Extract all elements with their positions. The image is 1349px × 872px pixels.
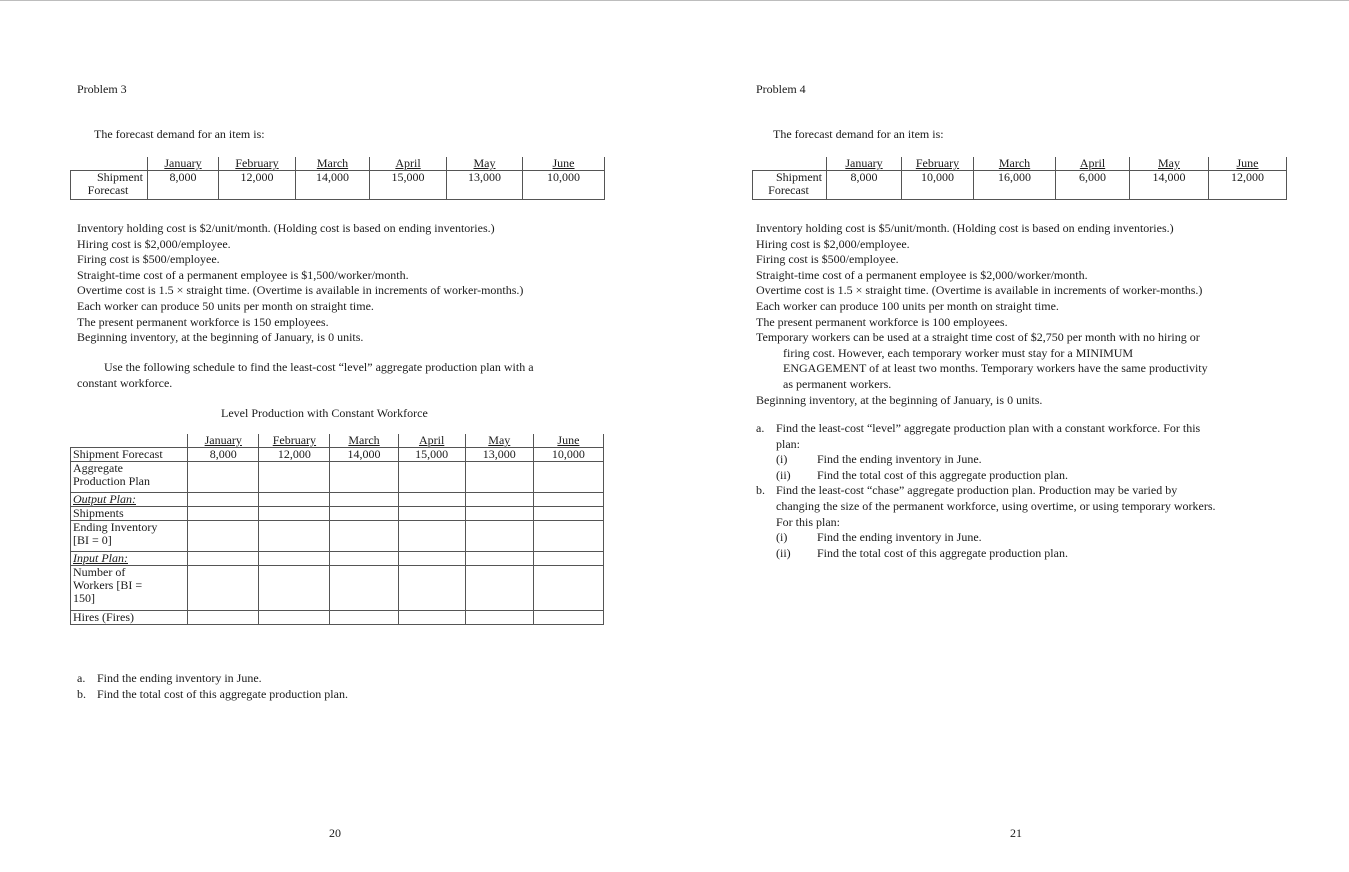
condition-line: Hiring cost is $2,000/employee. xyxy=(756,236,910,251)
blank-cell[interactable] xyxy=(188,611,259,625)
blank-cell[interactable] xyxy=(533,611,603,625)
table-header-row xyxy=(71,434,604,448)
blank-cell[interactable] xyxy=(533,521,603,552)
problem-3-title: Problem 3 xyxy=(77,82,127,96)
month-header: February xyxy=(219,157,296,171)
blank-cell[interactable] xyxy=(330,462,398,493)
problem-3-forecast-table xyxy=(70,157,605,200)
row-label-aggregate-plan: Aggregate Production Plan xyxy=(71,462,188,493)
blank-cell[interactable] xyxy=(188,507,259,521)
month-header: April xyxy=(1056,157,1130,171)
question-b: b. Find the least-cost “chase” aggregate production plan. Production may be varied by xyxy=(756,483,1178,498)
table-row xyxy=(71,448,604,462)
blank-cell[interactable] xyxy=(533,552,603,566)
row-label-number-of-workers: Number of Workers [BI = 150] xyxy=(71,566,188,611)
month-header: May xyxy=(1130,157,1209,171)
forecast-value: 15,000 xyxy=(370,171,447,200)
blank-cell[interactable] xyxy=(330,507,398,521)
page-right xyxy=(676,0,1349,872)
row-label-input-plan: Input Plan: xyxy=(71,552,188,566)
blank-cell[interactable] xyxy=(398,462,465,493)
condition-line: Firing cost is $500/employee. xyxy=(77,252,220,267)
blank-cell[interactable] xyxy=(398,493,465,507)
question-a-continuation: plan: xyxy=(776,436,800,451)
forecast-value: 13,000 xyxy=(447,171,523,200)
blank-cell[interactable] xyxy=(465,462,533,493)
blank-cell[interactable] xyxy=(188,552,259,566)
forecast-value: 10,000 xyxy=(523,171,605,200)
month-header: May xyxy=(465,434,533,448)
forecast-value: 14,000 xyxy=(296,171,370,200)
blank-cell[interactable] xyxy=(188,566,259,611)
condition-line: Inventory holding cost is $5/unit/month. (Holding cost is based on ending inventories.) xyxy=(756,221,1174,235)
condition-line: Beginning inventory, at the beginning of January, is 0 units. xyxy=(77,330,364,345)
blank-cell[interactable] xyxy=(330,521,398,552)
problem-4-conditions xyxy=(756,221,1208,408)
forecast-value: 8,000 xyxy=(188,448,259,462)
question-a: a. Find the least-cost “level” aggregate production plan with a constant workforce. For this xyxy=(756,421,1201,435)
forecast-value: 12,000 xyxy=(219,171,296,200)
level-production-title: Level Production with Constant Workforce xyxy=(221,406,428,420)
row-label-hires-fires: Hires (Fires) xyxy=(71,611,188,625)
condition-continuation: as permanent workers. xyxy=(783,376,892,391)
blank-cell[interactable] xyxy=(398,552,465,566)
blank-cell[interactable] xyxy=(259,507,330,521)
forecast-value: 10,000 xyxy=(902,171,974,200)
blank-cell[interactable] xyxy=(259,566,330,611)
blank-cell[interactable] xyxy=(259,552,330,566)
blank-cell[interactable] xyxy=(188,462,259,493)
month-header: June xyxy=(523,157,605,171)
row-label-shipments: Shipments xyxy=(71,507,188,521)
month-header: June xyxy=(1209,157,1287,171)
page-number: 21 xyxy=(1010,826,1022,840)
condition-line: Temporary workers can be used at a straight time cost of $2,750 per month with no hiring or xyxy=(756,330,1200,345)
level-production-table xyxy=(70,434,604,625)
blank-cell[interactable] xyxy=(533,493,603,507)
month-header: February xyxy=(259,434,330,448)
blank-cell[interactable] xyxy=(398,507,465,521)
blank-cell[interactable] xyxy=(465,566,533,611)
schedule-instructions: Use the following schedule to find the least-cost “level” aggregate production plan with a constant workforce. xyxy=(77,360,534,390)
month-header: January xyxy=(827,157,902,171)
problem-4-intro: The forecast demand for an item is: xyxy=(773,127,944,141)
blank-cell[interactable] xyxy=(398,611,465,625)
month-header: January xyxy=(148,157,219,171)
month-header: April xyxy=(370,157,447,171)
blank-cell[interactable] xyxy=(533,566,603,611)
blank-cell[interactable] xyxy=(188,521,259,552)
blank-cell[interactable] xyxy=(465,611,533,625)
blank-cell[interactable] xyxy=(398,566,465,611)
page-left xyxy=(0,0,674,872)
blank-cell[interactable] xyxy=(330,566,398,611)
page-number: 20 xyxy=(329,826,341,840)
month-header: March xyxy=(974,157,1056,171)
forecast-value: 14,000 xyxy=(1130,171,1209,200)
table-row xyxy=(71,462,604,493)
condition-line: Inventory holding cost is $2/unit/month. (Holding cost is based on ending inventories.) xyxy=(77,221,495,235)
sub-question: (i) Find the ending inventory in June. xyxy=(776,452,982,467)
blank-cell[interactable] xyxy=(259,521,330,552)
row-label-shipment-forecast: Shipment Forecast xyxy=(71,171,148,200)
condition-line: Firing cost is $500/employee. xyxy=(756,252,899,267)
blank-cell[interactable] xyxy=(330,493,398,507)
month-header: May xyxy=(447,157,523,171)
forecast-value: 15,000 xyxy=(398,448,465,462)
condition-line: Hiring cost is $2,000/employee. xyxy=(77,236,231,251)
question-b-continuation: For this plan: xyxy=(776,514,841,529)
month-header: January xyxy=(188,434,259,448)
month-header: March xyxy=(330,434,398,448)
problem-4-questions xyxy=(756,421,1216,561)
blank-cell[interactable] xyxy=(533,507,603,521)
table-row xyxy=(71,171,605,200)
row-label-shipment-forecast: Shipment Forecast xyxy=(71,448,188,462)
forecast-value: 16,000 xyxy=(974,171,1056,200)
table-row xyxy=(71,611,604,625)
blank-cell[interactable] xyxy=(259,611,330,625)
forecast-value: 8,000 xyxy=(148,171,219,200)
condition-line: Each worker can produce 100 units per month on straight time. xyxy=(756,298,1059,313)
blank-cell[interactable] xyxy=(188,493,259,507)
condition-line: Beginning inventory, at the beginning of January, is 0 units. xyxy=(756,392,1043,407)
condition-line: The present permanent workforce is 150 employees. xyxy=(77,314,329,329)
row-label-output-plan: Output Plan: xyxy=(71,493,188,507)
row-label-shipment-forecast: Shipment Forecast xyxy=(753,171,827,200)
blank-cell[interactable] xyxy=(259,493,330,507)
problem-3-intro: The forecast demand for an item is: xyxy=(94,127,265,141)
condition-continuation: firing cost. However, each temporary worker must stay for a MINIMUM xyxy=(783,345,1134,360)
problem-4-title: Problem 4 xyxy=(756,82,806,96)
question-item: b. Find the total cost of this aggregate production plan. xyxy=(77,686,348,701)
blank-cell[interactable] xyxy=(465,521,533,552)
blank-cell[interactable] xyxy=(259,462,330,493)
table-corner-cell xyxy=(71,434,188,448)
sub-question: (i) Find the ending inventory in June. xyxy=(776,530,982,545)
forecast-value: 10,000 xyxy=(533,448,603,462)
question-b-continuation: changing the size of the permanent workforce, using overtime, or using temporary workers. xyxy=(776,498,1216,513)
month-header: March xyxy=(296,157,370,171)
month-header: June xyxy=(533,434,603,448)
forecast-value: 8,000 xyxy=(827,171,902,200)
sub-question: (ii) Find the total cost of this aggregate production plan. xyxy=(776,545,1068,560)
forecast-value: 12,000 xyxy=(259,448,330,462)
table-header-row xyxy=(753,157,1287,171)
forecast-value: 13,000 xyxy=(465,448,533,462)
table-row xyxy=(71,566,604,611)
problem-3-questions xyxy=(77,671,348,702)
question-item: a. Find the ending inventory in June. xyxy=(77,671,262,685)
table-row xyxy=(71,521,604,552)
condition-line: Overtime cost is 1.5 × straight time. (Overtime is available in increments of worker-months.) xyxy=(77,283,524,298)
table-row xyxy=(71,552,604,566)
blank-cell[interactable] xyxy=(465,493,533,507)
table-row xyxy=(71,493,604,507)
table-corner-cell xyxy=(71,157,148,171)
table-header-row xyxy=(71,157,605,171)
blank-cell[interactable] xyxy=(533,462,603,493)
condition-continuation: ENGAGEMENT of at least two months. Temporary workers have the same productivity xyxy=(783,361,1208,376)
table-row xyxy=(71,507,604,521)
condition-line: Each worker can produce 50 units per month on straight time. xyxy=(77,298,374,313)
row-label-ending-inventory: Ending Inventory [BI = 0] xyxy=(71,521,188,552)
table-corner-cell xyxy=(753,157,827,171)
blank-cell[interactable] xyxy=(398,521,465,552)
month-header: April xyxy=(398,434,465,448)
blank-cell[interactable] xyxy=(465,552,533,566)
blank-cell[interactable] xyxy=(330,611,398,625)
blank-cell[interactable] xyxy=(330,552,398,566)
problem-4-forecast-table xyxy=(752,157,1287,200)
sub-question: (ii) Find the total cost of this aggregate production plan. xyxy=(776,467,1068,482)
condition-line: Straight-time cost of a permanent employee is $2,000/worker/month. xyxy=(756,267,1088,282)
month-header: February xyxy=(902,157,974,171)
blank-cell[interactable] xyxy=(465,507,533,521)
table-row xyxy=(753,171,1287,200)
forecast-value: 12,000 xyxy=(1209,171,1287,200)
forecast-value: 14,000 xyxy=(330,448,398,462)
problem-3-conditions xyxy=(77,221,523,346)
condition-line: Overtime cost is 1.5 × straight time. (Overtime is available in increments of worker-months.) xyxy=(756,283,1203,298)
forecast-value: 6,000 xyxy=(1056,171,1130,200)
condition-line: Straight-time cost of a permanent employee is $1,500/worker/month. xyxy=(77,267,409,282)
condition-line: The present permanent workforce is 100 employees. xyxy=(756,314,1008,329)
